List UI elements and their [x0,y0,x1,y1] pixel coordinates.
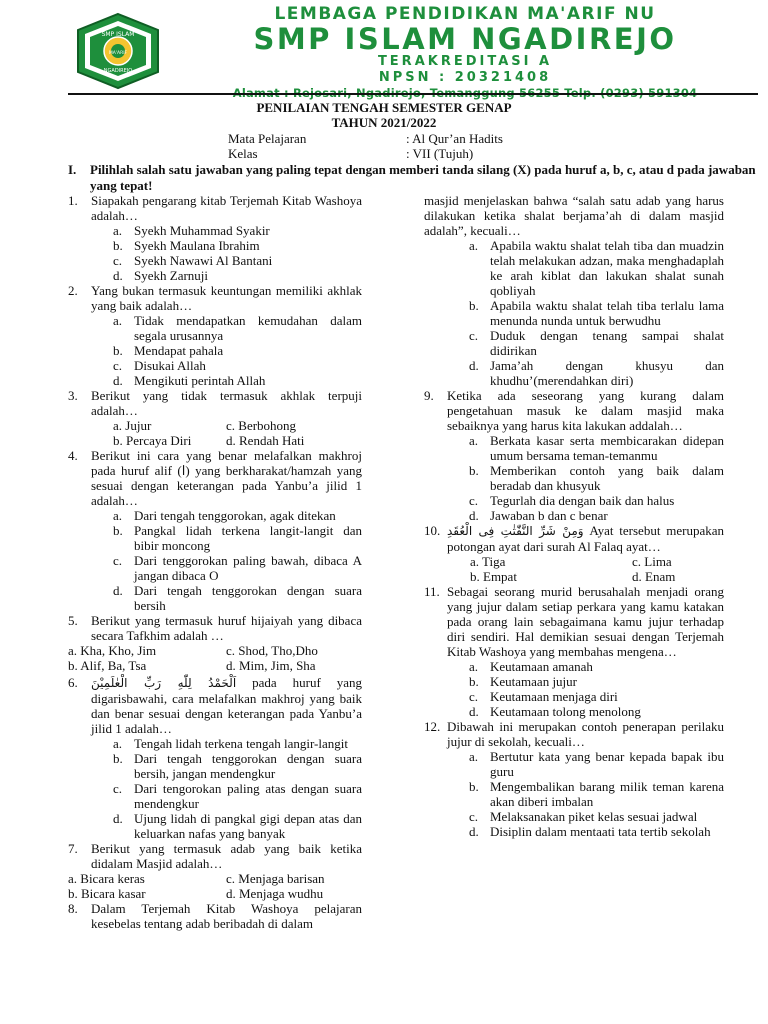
option-7a[interactable]: a. Bicara keras [68,871,145,886]
option-3a[interactable]: a. Jujur [113,418,152,433]
options-3-row2 [113,433,362,448]
options-7 [68,871,362,886]
option-5b[interactable]: b. Alif, Ba, Tsa [68,658,147,673]
option-4b[interactable]: b. Pangkal lidah terkena langit-langit dan bibir moncong [113,523,362,553]
question-4: 4. Berikut ini cara yang benar melafalkan makhroj pada huruf alif (ا) yang berkharakat/hamzah yang sesuai dengan keterangan pada Yanbu’a jilid 1 adalah… [68,448,362,508]
question-6: 6. اَلْحَمْدُ لِلّٰهِ رَبِّ الْعٰلَمِيْنَ pada huruf yang digarisbawahi, cara melafalkan makhroj yang baik dan benar sesuai dengan keterangan pada Yanbu’a jilid 1 adalah… [68,675,363,736]
question-10: 10. وَمِنْ شَرِّ النَّفّٰثٰتِ فِى الْعُقَدِ Ayat tersebut merupakan potongan ayat dari surah Al Falaq ayat… [424,523,725,554]
question-5: 5. Berikut yang termasuk huruf hijaiyah yang dibaca secara Tafkhim adalah … [68,613,362,643]
options-5 [68,643,362,658]
exam-year: TAHUN 2021/2022 [331,115,437,130]
option-8d[interactable]: d. Jama’ah dengan khusyu dan khudhu’(merendahkan diri) [469,358,724,388]
subject-label: Mata Pelajaran [228,131,307,146]
option-11b[interactable]: b. Keutamaan jujur [469,674,577,689]
option-1b[interactable]: b. Syekh Maulana Ibrahim [113,238,260,253]
option-9a[interactable]: a. Berkata kasar serta membicarakan didepan umum bersama teman-temanmu [469,433,724,463]
option-11c[interactable]: c. Keutamaan menjaga diri [469,689,618,704]
option-12a[interactable]: a. Bertutur kata yang benar kepada bapak ibu guru [469,749,724,779]
option-10b[interactable]: b. Empat [470,569,517,584]
option-5c[interactable]: c. Shod, Tho,Dho [226,643,318,658]
question-8: 8. Dalam Terjemah Kitab Washoya pelajaran kesebelas tentang adab beribadah di dalam [68,901,362,931]
option-2a[interactable]: a. Tidak mendapatkan kemudahan dalam segala urusannya [113,313,362,343]
option-8a[interactable]: a. Apabila waktu shalat telah tiba dan muadzin telah melakukan adzan, maka menghadaplah ke arah kiblat dan lakukan shalat sunah qobliyah [469,238,724,298]
question-3: 3. Berikut yang tidak termasuk akhlak terpuji adalah… [68,388,362,418]
arabic-verse-10: وَمِنْ شَرِّ النَّفّٰثٰتِ فِى الْعُقَدِ [447,524,584,538]
options-10 [447,554,724,569]
question-12: 12. Dibawah ini merupakan contoh penerapan perilaku jujur di sekolah, kecuali… [424,719,724,749]
option-12d[interactable]: d. Disiplin dalam mentaati tata tertib sekolah [469,824,711,839]
option-3b[interactable]: b. Percaya Diri [113,433,192,448]
option-7c[interactable]: c. Menjaga barisan [226,871,325,886]
option-7d[interactable]: d. Menjaga wudhu [226,886,324,901]
school-logo [72,12,164,90]
question-8-continued: masjid menjelaskan bahwa “salah satu adab yang harus dilakukan ketika shalat berjama’ah di dalam masjid adalah”, kecuali… [424,193,724,238]
address: Alamat : Rejosari, Ngadirejo, Temanggung 56255 Telp. (0293) 591304 [232,86,698,100]
option-6c[interactable]: c. Dari tengorokan paling atas dengan suara mendengkur [113,781,362,811]
option-7b[interactable]: b. Bicara kasar [68,886,146,901]
options-5-row2 [68,658,362,673]
header-divider [68,93,758,95]
option-2c[interactable]: c. Disukai Allah [113,358,206,373]
option-3d[interactable]: d. Rendah Hati [226,433,305,448]
question-1: 1. Siapakah pengarang kitab Terjemah Kitab Washoya adalah… [68,193,362,223]
option-9c[interactable]: c. Tegurlah dia dengan baik dan halus [469,493,675,508]
question-11: 11. Sebagai seorang murid berusahalah menjadi orang yang jujur dalam setiap perkara yang kamu katakan pada orang lain sebagaimana kamu jujur terhadap diri sendiri. Hal demikian sesuai dengan Terjemah Kitab Washoya yang membahas mengena… [424,584,724,659]
option-5d[interactable]: d. Mim, Jim, Sha [226,658,316,673]
option-11a[interactable]: a. Keutamaan amanah [469,659,593,674]
svg-text:NGADIREJO: NGADIREJO [103,68,133,74]
option-2b[interactable]: b. Mendapat pahala [113,343,224,358]
npsn: NPSN : 20321408 [378,70,552,85]
arabic-verse-6: اَلْحَمْدُ لِلّٰهِ رَبِّ الْعٰلَمِيْنَ [91,676,237,690]
subject-value: : Al Qur’an Hadits [406,131,503,146]
svg-text:MA'ARIF: MA'ARIF [108,51,128,56]
option-8b[interactable]: b. Apabila waktu shalat telah tiba terlalu lama menunda nunda untuk berwudhu [469,298,724,328]
question-7: 7. Berikut yang termasuk adab yang baik ketika didalam Masjid adalah… [68,841,362,871]
option-4d[interactable]: d. Dari tengah tenggorokan dengan suara bersih [113,583,362,613]
option-6a[interactable]: a. Tengah lidah terkena tengah langir-langit [113,736,348,751]
accreditation: TERAKREDITASI A [377,54,553,69]
option-2d[interactable]: d. Mengikuti perintah Allah [113,373,266,388]
option-8c[interactable]: c. Duduk dengan tenang sampai shalat didirikan [469,328,724,358]
option-11d[interactable]: d. Keutamaan tolong menolong [469,704,641,719]
option-1c[interactable]: c. Syekh Nawawi Al Bantani [113,253,273,268]
school-name: SMP ISLAM NGADIREJO [253,22,677,56]
option-5a[interactable]: a. Kha, Kho, Jim [68,643,157,658]
right-column [424,193,724,839]
option-4c[interactable]: c. Dari tenggorokan paling bawah, dibaca A jangan dibaca O [113,553,362,583]
institution-name: LEMBAGA PENDIDIKAN MA'ARIF NU [274,4,656,24]
option-3c[interactable]: c. Berbohong [226,418,297,433]
option-10c[interactable]: c. Lima [632,554,672,569]
option-1d[interactable]: d. Syekh Zarnuji [113,268,209,283]
option-6d[interactable]: d. Ujung lidah di pangkal gigi depan atas dan keluarkan nafas yang banyak [113,811,362,841]
option-4a[interactable]: a. Dari tengah tenggorokan, agak ditekan [113,508,336,523]
option-1a[interactable]: a. Syekh Muhammad Syakir [113,223,270,238]
svg-text:SMP ISLAM: SMP ISLAM [101,31,135,38]
exam-title: PENILAIAN TENGAH SEMESTER GENAP [256,100,512,115]
option-10a[interactable]: a. Tiga [470,554,506,569]
option-12b[interactable]: b. Mengembalikan barang milik teman karena akan diberi imbalan [469,779,724,809]
letterhead [0,0,768,100]
option-6b[interactable]: b. Dari tengah tenggorokan dengan suara bersih, jangan mendengkur [113,751,362,781]
class-label: Kelas [228,146,258,161]
question-2: 2. Yang bukan termasuk keuntungan memiliki akhlak yang baik adalah… [68,283,362,313]
option-9d[interactable]: d. Jawaban b dan c benar [469,508,608,523]
left-column [68,193,362,931]
option-12c[interactable]: c. Melaksanakan piket kelas sesuai jadwal [469,809,698,824]
options-3 [113,418,362,433]
class-value: : VII (Tujuh) [406,146,474,161]
option-10d[interactable]: d. Enam [632,569,676,584]
options-10-row2 [447,569,724,584]
options-7-row2 [68,886,362,901]
question-9: 9. Ketika ada seseorang yang kurang dalam pengetahuan masuk ke dalam masjid maka sebaiknya yang harus kita lakukan addalah… [424,388,724,433]
option-9b[interactable]: b. Memberikan contoh yang baik dalam beradab dan khusyuk [469,463,724,493]
